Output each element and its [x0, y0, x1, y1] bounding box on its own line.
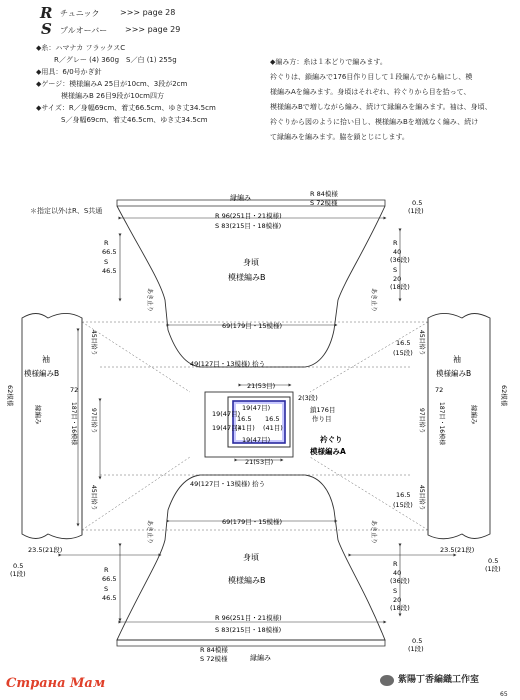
- top-s83: S 83(215目・18模様): [215, 222, 282, 230]
- s-page: >>> page 29: [125, 25, 181, 34]
- bottom-right-s: S: [393, 587, 398, 595]
- bottom-side-s: S: [104, 585, 109, 593]
- right-sleeve-165-top: 16.5: [396, 339, 411, 347]
- right-corner-05: 0.5: [488, 557, 499, 565]
- collar-label: 衿ぐり: [320, 435, 343, 444]
- size-label: ◆サイズ：: [36, 104, 69, 112]
- instr-line-6: て縁編みを編みます。脇を鎖とじにします。: [270, 133, 409, 141]
- bottom-edge-rows: (1段): [408, 645, 424, 653]
- left-w235: 23.5(21段): [28, 546, 63, 554]
- left-sleeve-edge: 縁編み: [34, 405, 42, 425]
- top-side-r: R: [104, 239, 109, 247]
- left-sleeve-pattern: 模様編みB: [24, 369, 60, 378]
- right-sleeve-62: 62模様: [500, 385, 508, 407]
- top-right-s-val: 20: [393, 275, 402, 283]
- left-sleeve-97: 97目拾う: [90, 408, 97, 434]
- watermark-right: 紫陽丁香編織工作室: [398, 675, 480, 685]
- bottom-side-s-val: 46.5: [102, 594, 117, 602]
- right-sleeve-187: 187目・16模様: [438, 402, 445, 446]
- top-side-r-val: 66.5: [102, 248, 117, 256]
- s-mark: S: [41, 20, 52, 38]
- collar-side-19-right: 19(47目): [212, 424, 241, 432]
- right-w235: 23.5(21段): [440, 546, 475, 554]
- bottom-side-r: R: [104, 566, 109, 574]
- left-sleeve-187: 187目・16模様: [70, 402, 77, 446]
- tools-line: ◆用具：6/0号かぎ針: [36, 68, 102, 76]
- right-sleeve-label: 袖: [453, 355, 461, 364]
- yarn-amount: R／グレー (4) 360g S／白 (1) 255g: [54, 56, 177, 64]
- gauge-b: 模様編みB 26目9段が10cm四方: [61, 92, 164, 100]
- bottom-body-label: 身頃: [243, 553, 259, 562]
- top-right-s: S: [393, 266, 398, 274]
- bottom-right-s-val: 20: [393, 596, 402, 604]
- collar-rows: 2(3段): [298, 394, 318, 402]
- watermark-left: Страна Мам: [6, 676, 106, 691]
- wechat-icon: [380, 675, 394, 686]
- right-sleeve-72: 72: [435, 386, 444, 394]
- bottom-rows-s: S 72模様: [200, 655, 228, 663]
- top-edge-thick: 0.5: [412, 199, 423, 207]
- r-page: >>> page 28: [120, 8, 176, 17]
- left-sleeve-45-top: 45目拾う: [90, 330, 97, 356]
- top-edge-rows: (1段): [408, 207, 424, 215]
- bottom-edge-label: 縁編み: [250, 654, 271, 662]
- right-sleeve-pattern: 模様編みB: [436, 369, 472, 378]
- gauge-a: 模様編みA 25目が10cm、3段が2cm: [69, 80, 188, 88]
- top-right-r: R: [393, 239, 398, 247]
- bottom-slit-left: あき止り: [146, 520, 153, 545]
- collar-pattern: 模様編みA: [310, 447, 346, 456]
- top-slit-left: あき止り: [146, 288, 153, 313]
- instr-line-5: 衿ぐりから図のように拾い目し、模様編みBを増減なく編み、続け: [270, 118, 479, 126]
- top-rows-s: S 72模様: [310, 199, 338, 207]
- collar-21-top: 21(53目): [247, 382, 276, 390]
- right-sleeve-15-bot: (15段): [393, 501, 413, 509]
- collar-chain-2: 作り目: [312, 415, 332, 423]
- top-right-s-rows: (18段): [390, 283, 410, 291]
- bottom-r96: R 96(251目・21模様): [215, 614, 282, 622]
- collar-165-right: 16.5: [265, 415, 280, 423]
- right-sleeve-97: 97目拾う: [418, 408, 425, 434]
- top-edge-label: 縁編み: [230, 194, 251, 202]
- bottom-right-s-rows: (18段): [390, 604, 410, 612]
- top-side-s-val: 46.5: [102, 267, 117, 275]
- bottom-s83: S 83(215目・18模様): [215, 626, 282, 634]
- size-r: R／身幅69cm、着丈66.5cm、ゆき丈34.5cm: [68, 104, 216, 112]
- top-body-pattern: 模様編みB: [228, 273, 266, 282]
- bottom-slit-right: あき止り: [370, 520, 377, 545]
- collar-41-left: (41目): [235, 424, 255, 432]
- bottom-right-r-val: 40: [393, 569, 402, 577]
- yarn-line: ◆糸：ハマナカ フラックスC: [36, 44, 126, 52]
- bottom-rows-r: R 84模様: [200, 646, 228, 654]
- gauge-label: ◆ゲージ：: [36, 80, 70, 88]
- pattern-diagram: [0, 180, 520, 680]
- left-sleeve-label: 袖: [42, 355, 50, 364]
- instr-line-1: ◆編み方：糸は１本どりで編みます。: [270, 58, 387, 66]
- top-right-r-rows: (36段): [390, 256, 410, 264]
- materials: [36, 44, 256, 128]
- page-number: 65: [500, 691, 508, 698]
- top-side-s: S: [104, 258, 109, 266]
- bottom-neck-49: 49(127目・13模様) 拾う: [190, 480, 266, 488]
- left-sleeve-72: 72: [70, 386, 79, 394]
- collar-21-bottom: 21(53目): [245, 458, 274, 466]
- top-rows-r: R 84模様: [310, 190, 338, 198]
- top-body-label: 身頃: [243, 258, 259, 267]
- right-sleeve-edge: 縁編み: [470, 405, 478, 425]
- r-mark: R: [40, 4, 53, 22]
- top-width-69: 69(179目・15模様): [222, 322, 283, 330]
- bottom-side-r-val: 66.5: [102, 575, 117, 583]
- instructions: [270, 55, 510, 145]
- instr-line-4: 模様編みBで増しながら編み、続けて縁編みを編みます。袖は、身頃、: [270, 103, 492, 111]
- right-corner-1: (1段): [485, 565, 501, 573]
- bottom-right-r: R: [393, 560, 398, 568]
- top-right-r-val: 40: [393, 248, 402, 256]
- size-s: S／身幅69cm、着丈46.5cm、ゆき丈34.5cm: [61, 116, 208, 124]
- top-r96: R 96(251目・21模様): [215, 212, 282, 220]
- left-sleeve-62: 62模様: [6, 385, 14, 407]
- collar-19-bottom: 19(47目): [242, 436, 271, 444]
- left-corner-05: 0.5: [13, 562, 24, 570]
- top-slit-right: あき止り: [370, 288, 377, 313]
- bottom-body-pattern: 模様編みB: [228, 576, 266, 585]
- top-neck-49: 49(127目・13模様) 拾う: [190, 360, 266, 368]
- left-sleeve-45-bot: 45目拾う: [90, 485, 97, 511]
- header: [40, 4, 240, 38]
- common-note: ＊指定以外はR、S共通: [30, 207, 103, 215]
- collar-19-top: 19(47目): [242, 404, 271, 412]
- r-title: チュニック: [60, 9, 100, 18]
- left-corner-1: (1段): [10, 570, 26, 578]
- instr-line-2: 衿ぐりは、鎖編みで176目作り目して１段編んでから輪にし、模: [270, 73, 473, 81]
- right-sleeve-45-bot: 45目拾う: [418, 485, 425, 511]
- right-sleeve-165-bot: 16.5: [396, 491, 411, 499]
- bottom-edge-thick: 0.5: [412, 637, 423, 645]
- right-sleeve-45-top: 45目拾う: [418, 330, 425, 356]
- collar-41-right: (41目): [263, 424, 283, 432]
- bottom-width-69: 69(179目・15模様): [222, 518, 283, 526]
- collar-side-19-left: 19(47目): [212, 410, 241, 418]
- collar-chain: 鎖176目: [310, 406, 336, 414]
- right-sleeve: [428, 313, 490, 538]
- bottom-right-r-rows: (36段): [390, 577, 410, 585]
- collar-165-left: 16.5: [237, 415, 252, 423]
- instr-line-3: 様編みAを編みます。身頃はそれぞれ、衿ぐりから目を拾って、: [270, 88, 471, 96]
- right-sleeve-15-top: (15段): [393, 349, 413, 357]
- s-title: プルオーバー: [60, 26, 108, 35]
